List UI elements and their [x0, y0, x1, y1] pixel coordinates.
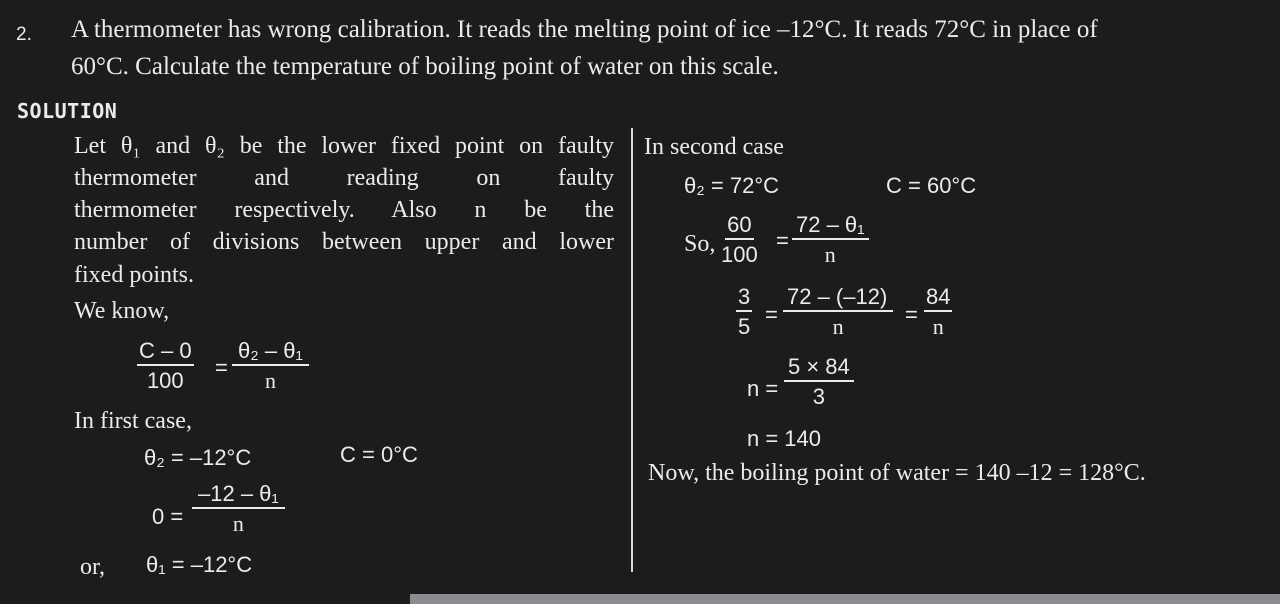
formula-lhs-fraction	[137, 339, 194, 392]
left-para-line3: thermometer respectively. Also n be the	[74, 197, 614, 223]
eq1-rhs-numerator: 72 – θ₁	[792, 213, 869, 240]
formula-lhs-numerator: C – 0	[137, 339, 194, 366]
eq2-c-fraction	[924, 285, 952, 338]
formula-rhs-numerator: θ₂ – θ₁	[232, 339, 309, 366]
eq2-equals-1: =	[765, 302, 778, 327]
eq2-c-numerator: 84	[924, 285, 952, 312]
first-case-c-value: C = 0°C	[340, 442, 418, 467]
formula-rhs-denominator: n	[264, 368, 276, 394]
zero-eq-denominator: n	[232, 511, 244, 537]
eq2-a-fraction	[736, 285, 752, 338]
column-divider	[631, 128, 633, 572]
second-case-theta2: θ₂ = 72°C	[684, 173, 780, 198]
left-para-line1: Let θ₁ and θ₂ be the lower fixed point on faulty	[74, 133, 614, 159]
first-case-theta2: θ₂ = –12°C	[144, 445, 252, 470]
formula-lhs-denominator: 100	[146, 368, 184, 394]
question-number: 2.	[16, 24, 32, 45]
so-label: So,	[684, 231, 716, 257]
eq2-b-denominator: n	[832, 314, 844, 340]
eq2-c-denominator: n	[932, 314, 944, 340]
eq1-lhs-denominator: 100	[721, 242, 758, 268]
eq1-equals: =	[776, 228, 789, 253]
eq2-a-numerator: 3	[736, 285, 752, 312]
eq2-equals-2: =	[905, 302, 918, 327]
eq1-lhs-numerator: 60	[725, 213, 753, 240]
eq2-b-fraction	[783, 285, 893, 338]
zero-eq-numerator: –12 – θ₁	[192, 482, 285, 509]
page-edge-strip	[410, 594, 1280, 604]
eq3-fraction	[784, 355, 854, 408]
second-case-label: In second case	[644, 134, 784, 160]
left-para-line5: fixed points.	[74, 262, 194, 288]
zero-eq-lhs: 0 =	[152, 504, 184, 529]
we-know-label: We know,	[74, 298, 170, 324]
eq1-lhs-fraction	[721, 213, 758, 266]
formula-equals: =	[215, 355, 228, 380]
second-case-c-value: C = 60°C	[886, 173, 977, 198]
eq2-b-numerator: 72 – (–12)	[783, 285, 893, 312]
solution-heading: SOLUTION	[17, 99, 118, 123]
formula-rhs-fraction	[232, 339, 309, 392]
question-text-line1: A thermometer has wrong calibration. It reads the melting point of ice –12°C. It reads 72°C in place of	[71, 16, 1098, 43]
zero-eq-fraction	[192, 482, 285, 535]
eq2-a-denominator: 5	[738, 314, 751, 340]
eq3-lhs: n =	[747, 376, 779, 401]
or-label: or,	[80, 554, 106, 580]
eq3-numerator: 5 × 84	[784, 355, 854, 382]
eq1-rhs-denominator: n	[824, 242, 836, 268]
theta1-result: θ₁ = –12°C	[146, 552, 253, 577]
first-case-label: In first case,	[74, 408, 192, 434]
eq3-denominator: 3	[812, 384, 826, 410]
left-para-line4: number of divisions between upper and lower	[74, 229, 614, 255]
question-text-line2: 60°C. Calculate the temperature of boiling point of water on this scale.	[71, 53, 779, 80]
eq1-rhs-fraction	[792, 213, 869, 266]
n-result: n = 140	[747, 426, 822, 451]
conclusion: Now, the boiling point of water = 140 –12 = 128°C.	[648, 460, 1146, 486]
left-para-line2: thermometer and reading on faulty	[74, 165, 614, 191]
